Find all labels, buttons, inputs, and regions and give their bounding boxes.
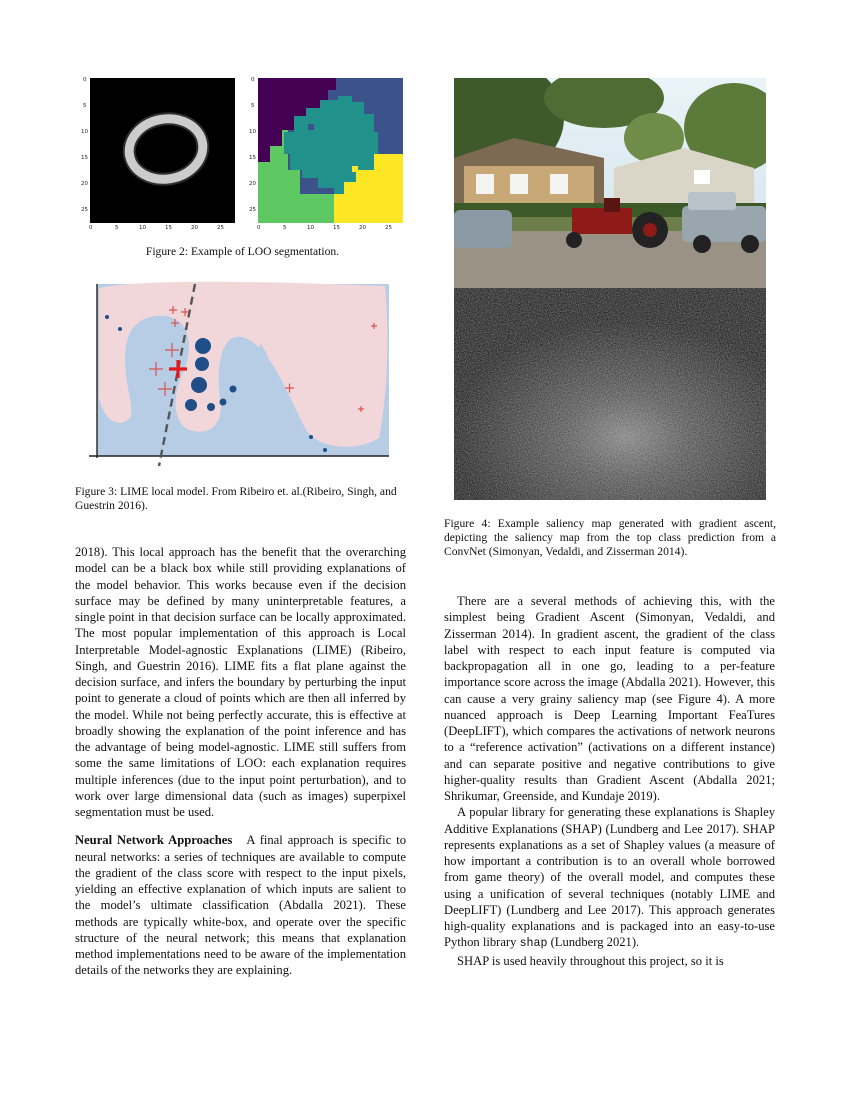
figure-2-segmentation-panel [248,70,408,235]
figure-2-right-xticks [257,225,392,231]
figure-2 [80,70,410,235]
figure-3-caption: Figure 3: LIME local model. From Ribeiro et. al.(Ribeiro, Singh, and Guestrin 2016). [75,485,397,513]
figure-4-saliency-map [454,288,766,500]
tick-label: 25 [385,225,392,231]
tick-label: 15 [165,225,172,231]
tick-label: 15 [81,155,88,161]
tick-label: 0 [251,77,255,83]
tick-label: 0 [89,225,93,231]
tick-label: 20 [191,225,198,231]
right-paragraph-2-tail: (Lundberg 2021). [547,935,640,950]
figure-4-input-photo [454,78,766,288]
tick-label: 20 [81,181,88,187]
left-paragraph-1: 2018). This local approach has the benefit that the overarching model can be a black box while still providing explanations of the model behavior. This works because even if the decision surface may be defined by many uninterpretable features, a single point in that decision surface can be locally approximated. The most popular implementation of this approach is Local Interpretable Model-agnostic Explanations (LIME) (Ribeiro, Singh, and Guestrin 2016). LIME fits a flat plane against the decision surface, and infers the boundary by perturbing the input point to generate a cloud of points which are then all inferred by the model. While not being perfectly accurate, this is effective at broadly showing the explanation of the point inference and has the advantage of being model-agnostic. LIME still suffers from some the same limitations of LOO: each explanation requires multiple inferences (due to the input point perturbation), and to work over large dimensional data (such as images) superpixel segmentation must be used. [75,545,406,819]
tick-label: 20 [359,225,366,231]
figure-2-left-yticks [81,77,88,213]
right-paragraph-1: There are a several methods of achieving this, with the simplest being Gradient Ascent (Simonyan, Vedaldi, and Zisserman 2014). In gradient ascent, the gradient of the class label with respect to each input feature is computed via backpropagation all in one go, leading to a per-feature importance score across the image (Abdalla 2021). However, this can cause a very grainy saliency map (see Figure 4). A more nuanced approach is Deep Learning Important FeaTures (DeepLIFT), which compares the activations of network neurons to a “reference activation” (activations on a different instance) and can separate positive and negative contributions to give higher-quality results than Gradient Ascent (Abdalla 2021; Shrikumar, Greenside, and Kundaje 2019). [444,594,775,803]
tick-label: 25 [217,225,224,231]
figure-2-right-yticks [249,77,256,213]
tick-label: 5 [83,103,87,109]
tick-label: 5 [283,225,287,231]
tick-label: 10 [307,225,314,231]
tick-label: 25 [249,207,256,213]
left-paragraph-2 [75,832,406,978]
tick-label: 10 [139,225,146,231]
tick-label: 10 [249,129,256,135]
figure-4 [454,78,766,500]
figure-2-digit-panel [80,70,240,235]
right-paragraph-3: SHAP is used heavily throughout this project, so it is [457,953,724,968]
tick-label: 5 [115,225,119,231]
code-shap: shap [519,937,548,951]
left-paragraph-2-text: A final approach is specific to neural networks: a series of techniques are available to compute the gradient of the class score with respect to the input pixels, yielding an effective explanation of which inputs are salient to the model’s ultimate classification (Abdalla 2021). These methods are typically white-box, and operate over the specific structure of the neural network; this means that explanation method implementations need to be aware of the implementation details of the networks they are explaining. [75,833,406,978]
section-heading: Neural Network Approaches [75,833,233,848]
left-column [75,544,406,979]
tick-label: 20 [249,181,256,187]
right-paragraph-2-text: A popular library for generating these explanations is Shapley Additive Explanations (SHAP) (Lundberg and Lee 2017). SHAP represents explanations as a set of Shapley values (a measure of how important a contribution is to an overall whole borrowed from game theory) of the overall model, and computes these using a unification of several techniques (notably LIME and DeepLIFT) (Lundberg and Lee 2017). This approach generates high-quality explanations and is packaged into an easy-to-use Python library [444,805,775,950]
figure-4-caption: Figure 4: Example saliency map generated with gradient ascent, depicting the saliency map from the top class prediction from a ConvNet (Simonyan, Vedaldi, and Zisserman 2014). [444,517,776,559]
tick-label: 15 [249,155,256,161]
tick-label: 15 [333,225,340,231]
right-column [444,593,775,969]
figure-2-caption: Figure 2: Example of LOO segmentation. [145,245,340,258]
tick-label: 10 [81,129,88,135]
figure-2-left-xticks [89,225,224,231]
tick-label: 0 [83,77,87,83]
tick-label: 0 [257,225,261,231]
right-paragraph-2 [444,804,775,952]
tick-label: 25 [81,207,88,213]
tick-label: 5 [251,103,255,109]
figure-3-lime-diagram [85,278,395,470]
